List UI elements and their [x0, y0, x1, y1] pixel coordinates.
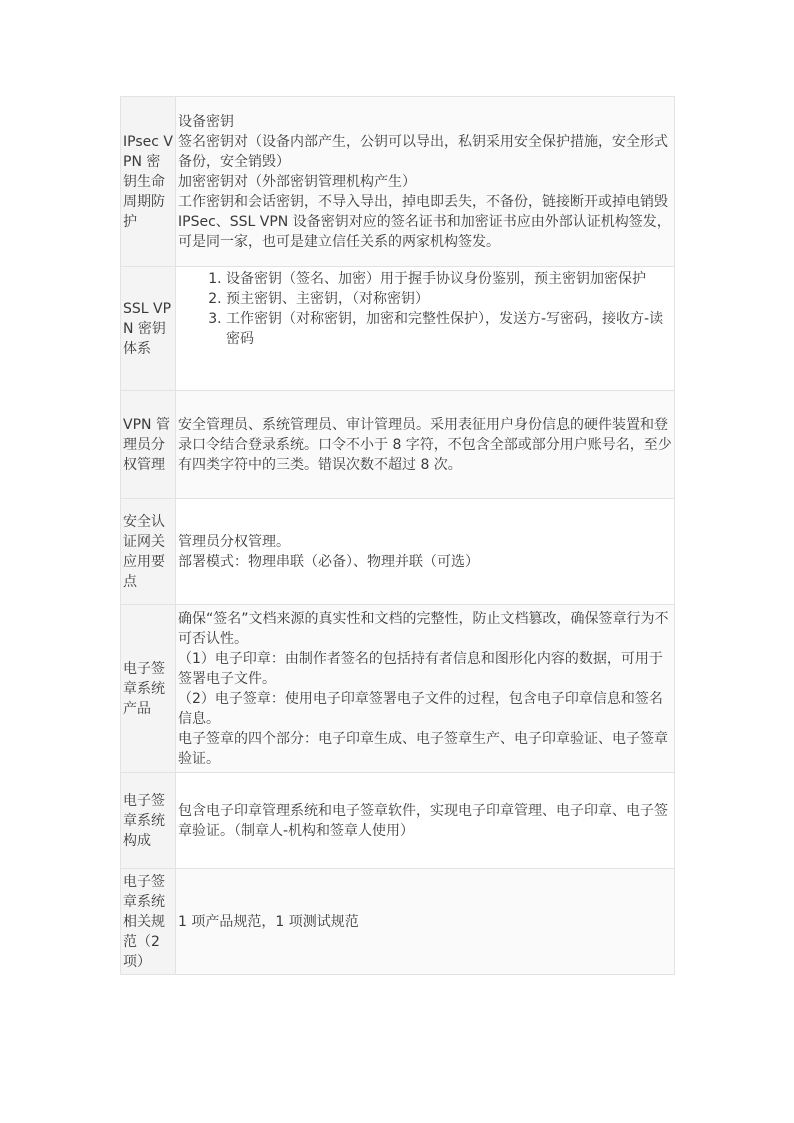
numbered-list — [178, 269, 673, 349]
notes-table — [120, 96, 675, 975]
table-row — [121, 267, 675, 391]
row-label: VPN 管理员分权管理 — [121, 391, 176, 499]
text-line: 签名密钥对（设备内部产生，公钥可以导出，私钥采用安全保护措施，安全形式备份，安全销毁） — [178, 133, 668, 170]
text-line: 加密密钥对（外部密钥管理机构产生） — [178, 173, 416, 190]
text-line: IPSec、SSL VPN 设备密钥对应的签名证书和加密证书应由外部认证机构签发，可是同一家，也可是建立信任关系的两家机构签发。 — [178, 213, 671, 250]
text-line: （1）电子印章：由制作者签名的包括持有者信息和图形化内容的数据，可用于签署电子文件。 — [178, 650, 663, 687]
row-label: 电子签章系统产品 — [121, 605, 176, 773]
row-content — [176, 391, 675, 499]
text-line: 安全管理员、系统管理员、审计管理员。采用表征用户身份信息的硬件装置和登录口令结合登录系统。口令不小于 8 字符，不包含全部或部分用户账号名，至少有四类字符中的三类。错误次数不超过 8 次。 — [178, 416, 672, 473]
table-row — [121, 605, 675, 773]
row-content — [176, 773, 675, 869]
table-row — [121, 773, 675, 869]
row-label: 电子签章系统相关规范（2 项） — [121, 869, 176, 975]
list-item: 3. 工作密钥（对称密钥，加密和完整性保护），发送方-写密码，接收方-读密码 — [226, 309, 673, 349]
table-row — [121, 391, 675, 499]
text-line: 电子签章的四个部分：电子印章生成、电子签章生产、电子印章验证、电子签章验证。 — [178, 730, 668, 767]
text-line: 工作密钥和会话密钥，不导入导出，掉电即丢失，不备份，链接断开或掉电销毁 — [178, 193, 668, 210]
row-content — [176, 869, 675, 975]
row-label: IPsec VPN 密钥生命周期防护 — [121, 97, 176, 267]
row-content — [176, 97, 675, 267]
text-line: 1 项产品规范，1 项测试规范 — [178, 913, 359, 930]
text-line: 管理员分权管理。 — [178, 533, 290, 550]
text-line: （2）电子签章：使用电子印章签署电子文件的过程，包含电子印章信息和签名信息。 — [178, 690, 663, 727]
list-item: 2. 预主密钥、主密钥，（对称密钥） — [226, 289, 673, 309]
table-row — [121, 869, 675, 975]
table-row — [121, 499, 675, 605]
row-label: 安全认证网关应用要点 — [121, 499, 176, 605]
text-line: 包含电子印章管理系统和电子签章软件，实现电子印章管理、电子印章、电子签章验证。（制章人-机构和签章人使用） — [178, 802, 668, 839]
row-label: SSL VPN 密钥体系 — [121, 267, 176, 391]
row-content — [176, 499, 675, 605]
row-content — [176, 267, 675, 391]
row-content — [176, 605, 675, 773]
text-line: 部署模式：物理串联（必备）、物理并联（可选） — [178, 553, 479, 570]
list-item: 1. 设备密钥（签名、加密）用于握手协议身份鉴别，预主密钥加密保护 — [226, 269, 673, 289]
text-line: 设备密钥 — [178, 113, 234, 130]
row-label: 电子签章系统构成 — [121, 773, 176, 869]
text-line: 确保“签名”文档来源的真实性和文档的完整性，防止文档篡改，确保签章行为不可否认性。 — [178, 610, 669, 647]
table-row — [121, 97, 675, 267]
